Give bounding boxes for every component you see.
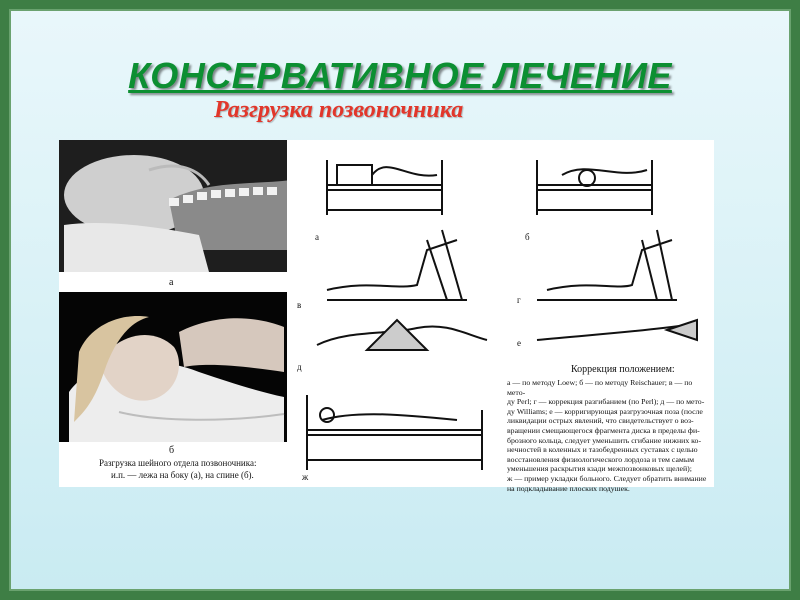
photo-back-lying-pillow xyxy=(59,292,292,442)
correction-line: уменьшения раскрытия кзади межпозвонковых щелей); xyxy=(507,464,692,474)
correction-line: ду Williams; е — корригирующая разгрузочная поза (после xyxy=(507,406,703,416)
label-a-left: а xyxy=(169,277,174,288)
correction-text xyxy=(507,378,712,493)
correction-line: нечностей в коленных и тазобедренных суставах с целью xyxy=(507,445,698,455)
slide-title: КОНСЕРВАТИВНОЕ ЛЕЧЕНИЕ xyxy=(128,55,672,96)
label-g: г xyxy=(517,295,521,305)
left-caption-line1: Разгрузка шейного отдела позвоночника: xyxy=(99,458,257,468)
left-figure xyxy=(59,140,292,487)
label-b-left: б xyxy=(169,445,175,456)
slide-subtitle: Разгрузка позвоночника xyxy=(214,97,464,123)
label-b-right: б xyxy=(525,232,530,242)
correction-line: ликвидации острых явлений, что свидетельствует о воз- xyxy=(507,416,694,426)
label-zh: ж xyxy=(302,472,309,482)
label-e: е xyxy=(517,338,521,348)
correction-line: ду Perl; г — коррекция разгибанием (по Perl); д — по мето- xyxy=(507,397,705,407)
right-figure xyxy=(287,140,714,493)
label-a-right: а xyxy=(315,232,319,242)
correction-line: вращении смещающегося фрагмента диска в пределы фи- xyxy=(507,425,700,435)
left-caption-line2: и.п. — лежа на боку (а), на спине (б). xyxy=(111,470,254,480)
label-v: в xyxy=(297,300,302,310)
correction-line: а — по методу Loew; б — по методу Reischauer; в — по мето- xyxy=(507,378,693,397)
correction-heading: Коррекция положением: xyxy=(571,364,675,375)
correction-line: на подкладывание плоских подушек. xyxy=(507,483,630,493)
slide xyxy=(9,9,791,591)
correction-line: восстановления физиологического лордоза и тем самым xyxy=(507,454,695,464)
photo-side-lying-xray xyxy=(59,140,292,272)
correction-line: ж — пример укладки больного. Следует обратить внимание xyxy=(507,473,707,483)
label-d: д xyxy=(297,362,302,372)
correction-line: брозного кольца, следует уменьшить сгибание нижних ко- xyxy=(507,435,702,445)
